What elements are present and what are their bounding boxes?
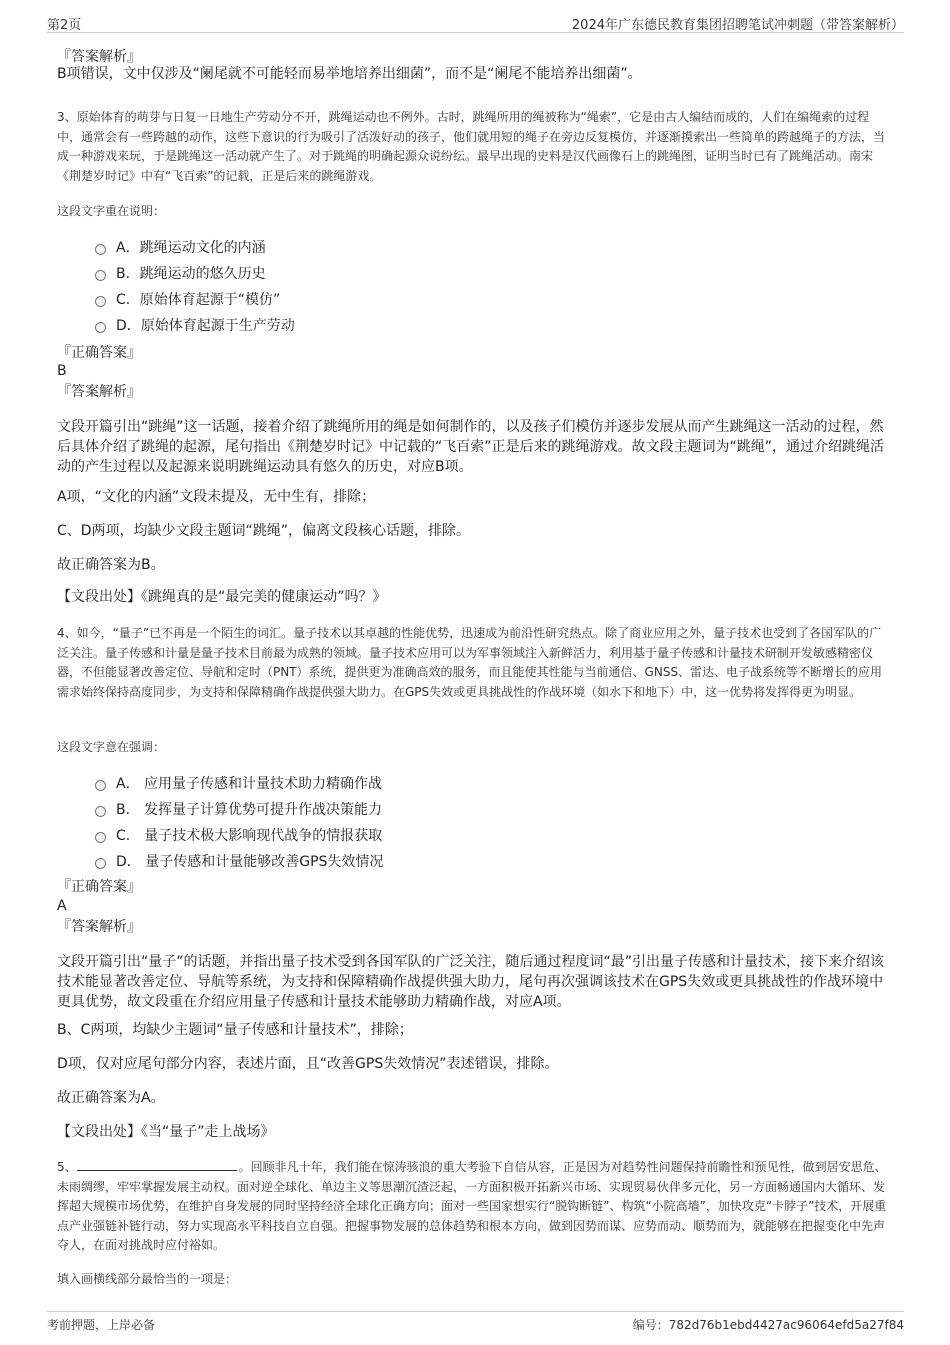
q3-options [95,234,695,338]
radio-icon[interactable] [95,322,106,333]
q4-prompt: 这段文字意在强调： [57,740,166,754]
q3-analysis-a: A项，“文化的内涵”文段未提及，无中生有，排除； [57,489,376,505]
q3-option-b[interactable]: B．跳绳运动的悠久历史 [95,260,695,286]
q4-option-a[interactable]: A． 应用量子传感和计量技术助力精确作战 [95,770,695,796]
radio-icon[interactable] [95,806,106,817]
q4-analysis-main: 文段开篇引出“量子”的话题，并指出量子技术受到各国军队的广泛关注，随后通过程度词“最”引出量子传感和计量技术，接下来介绍该技术能显著改善定位、导航等系统，为支持和保障精确作战提供强大助力，尾句再次强调该技术在GPS失效或更具挑战性的作战环境中更具优势，故文段重在介绍应用量子传感和计量技术能够助力精确作战，对应A项。 [57,954,885,1010]
radio-icon[interactable] [95,296,106,307]
q4-answer: A [57,898,67,914]
q4-analysis-bc: B、C两项，均缺少主题词“量子传感和计量技术”，排除； [57,1022,413,1038]
radio-icon[interactable] [95,832,106,843]
radio-icon[interactable] [95,244,106,255]
radio-icon[interactable] [95,780,106,791]
q3-option-c[interactable]: C．原始体育起源于“模仿” [95,286,695,312]
q4-analysis-label: 『答案解析』 [57,919,141,935]
q5-number: 5、 [57,1160,77,1174]
fill-blank [77,1157,237,1171]
page-header [47,12,904,33]
radio-icon[interactable] [95,858,106,869]
q5-passage [57,1157,892,1256]
q5-passage-text: 。回顾非凡十年，我们能在惊涛骇浪的重大考验下自信从容，正是因为对趋势性问题保持前瞻性和预见性，做到居安思危、未雨绸缪，牢牢掌握发展主动权。面对逆全球化、单边主义等思潮沉渣泛起，一方面积极开拓新兴市场、实现贸易伙伴多元化，另一方面畅通国内大循环、发挥超大规模市场优势，在维护自身发展的同时坚持经济全球化正确方向；面对一些国家想实行“脱钩断链”、构筑“小院高墙”，加快攻克“卡脖子”技术，开展重点产业强链补链行动，努力实现高水平科技自立自强。把握事物发展的总体趋势和根本方向，做到因势而谋、应势而动、顺势而为，就能够在把握变化中先声夺人，在面对挑战时应付裕如。 [57,1160,887,1252]
q3-prompt: 这段文字重在说明： [57,204,166,218]
q4-final-answer: 故正确答案为A。 [57,1090,165,1106]
q4-answer-label: 『正确答案』 [57,879,141,895]
footer-slogan: 考前押题，上岸必备 [47,1318,156,1332]
q4-passage: 4、如今，“量子”已不再是一个陌生的词汇。量子技术以其卓越的性能优势，迅速成为前沿性研究热点。除了商业应用之外，量子技术也受到了各国军队的广泛关注。量子传感和计量是量子技术目前最为成熟的领域。量子技术应用可以为军事领域注入新鲜活力，利用基于量子传感和计量技术研制开发敏感精密仪器，不但能显著改善定位、导航和定时（PNT）系统，提供更为准确高效的服务，而且能使其性能与当前通信、GNSS、雷达、电子战系统等不断增长的应用需求始终保持高度同步，为支持和保障精确作战提供强大助力。在GPS失效或更具挑战性的作战环境（如水下和地下）中，这一优势将发挥得更为明显。 [57,626,883,699]
radio-icon[interactable] [95,270,106,281]
q4-options [95,770,695,874]
q4-analysis-d: D项，仅对应尾句部分内容，表述片面，且“改善GPS失效情况”表述错误，排除。 [57,1056,559,1072]
q5-prompt: 填入画横线部分最恰当的一项是： [57,1272,238,1286]
q3-source: 【文段出处】《跳绳真的是“最完美的健康运动”吗？》 [57,589,387,605]
q3-answer: B [57,363,67,379]
q3-analysis-main: 文段开篇引出“跳绳”这一话题，接着介绍了跳绳所用的绳是如何制作的，以及孩子们模仿并逐步发展从而产生跳绳这一活动的过程，然后具体介绍了跳绳的起源，尾句指出《荆楚岁时记》中记载的“飞百索”正是后来的跳绳游戏。故文段主题词为“跳绳”，通过介绍跳绳活动的产生过程以及起源来说明跳绳运动具有悠久的历史，对应B项。 [57,419,885,475]
prev-analysis-label: 『答案解析』 [57,49,141,65]
footer-code: 编号：782d76b1ebd4427ac96064efd5a27f84 [632,1318,904,1332]
q3-answer-label: 『正确答案』 [57,345,141,361]
page-footer [47,1311,904,1336]
q3-option-a[interactable]: A．跳绳运动文化的内涵 [95,234,695,260]
prev-analysis-text: B项错误，文中仅涉及“阑尾就不可能轻而易举地培养出细菌”，而不是“阑尾不能培养出细菌”。 [57,66,642,82]
q3-option-d[interactable]: D．原始体育起源于生产劳动 [95,312,695,338]
q3-analysis-cd: C、D两项，均缺少文段主题词“跳绳”，偏离文段核心话题，排除。 [57,523,471,539]
q3-passage: 3、原始体育的萌芽与日复一日地生产劳动分不开，跳绳运动也不例外。古时，跳绳所用的绳被称为“绳索”，它是由古人编结而成的，人们在编绳索的过程中，通常会有一些跨越的动作，这些下意识的行为吸引了活泼好动的孩子，他们就用短的绳子在旁边反复模仿，并逐渐摸索出一些简单的跨越绳子的方法，当成一种游戏来玩，于是跳绳这一活动就产生了。对于跳绳的明确起源众说纷纭。最早出现的史料是汉代画像石上的跳绳图，证明当时已有了跳绳活动。南宋《荆楚岁时记》中有“飞百索”的记载，正是后来的跳绳游戏。 [57,110,886,183]
q4-option-c[interactable]: C． 量子技术极大影响现代战争的情报获取 [95,822,695,848]
q3-final-answer: 故正确答案为B。 [57,557,165,573]
q4-source: 【文段出处】《当“量子”走上战场》 [57,1124,275,1140]
q4-option-d[interactable]: D． 量子传感和计量能够改善GPS失效情况 [95,848,695,874]
q4-option-b[interactable]: B． 发挥量子计算优势可提升作战决策能力 [95,796,695,822]
page-number: 第2页 [47,18,82,33]
q3-analysis-label: 『答案解析』 [57,384,141,400]
document-title: 2024年广东德民教育集团招聘笔试冲刺题（带答案解析） [571,18,904,33]
